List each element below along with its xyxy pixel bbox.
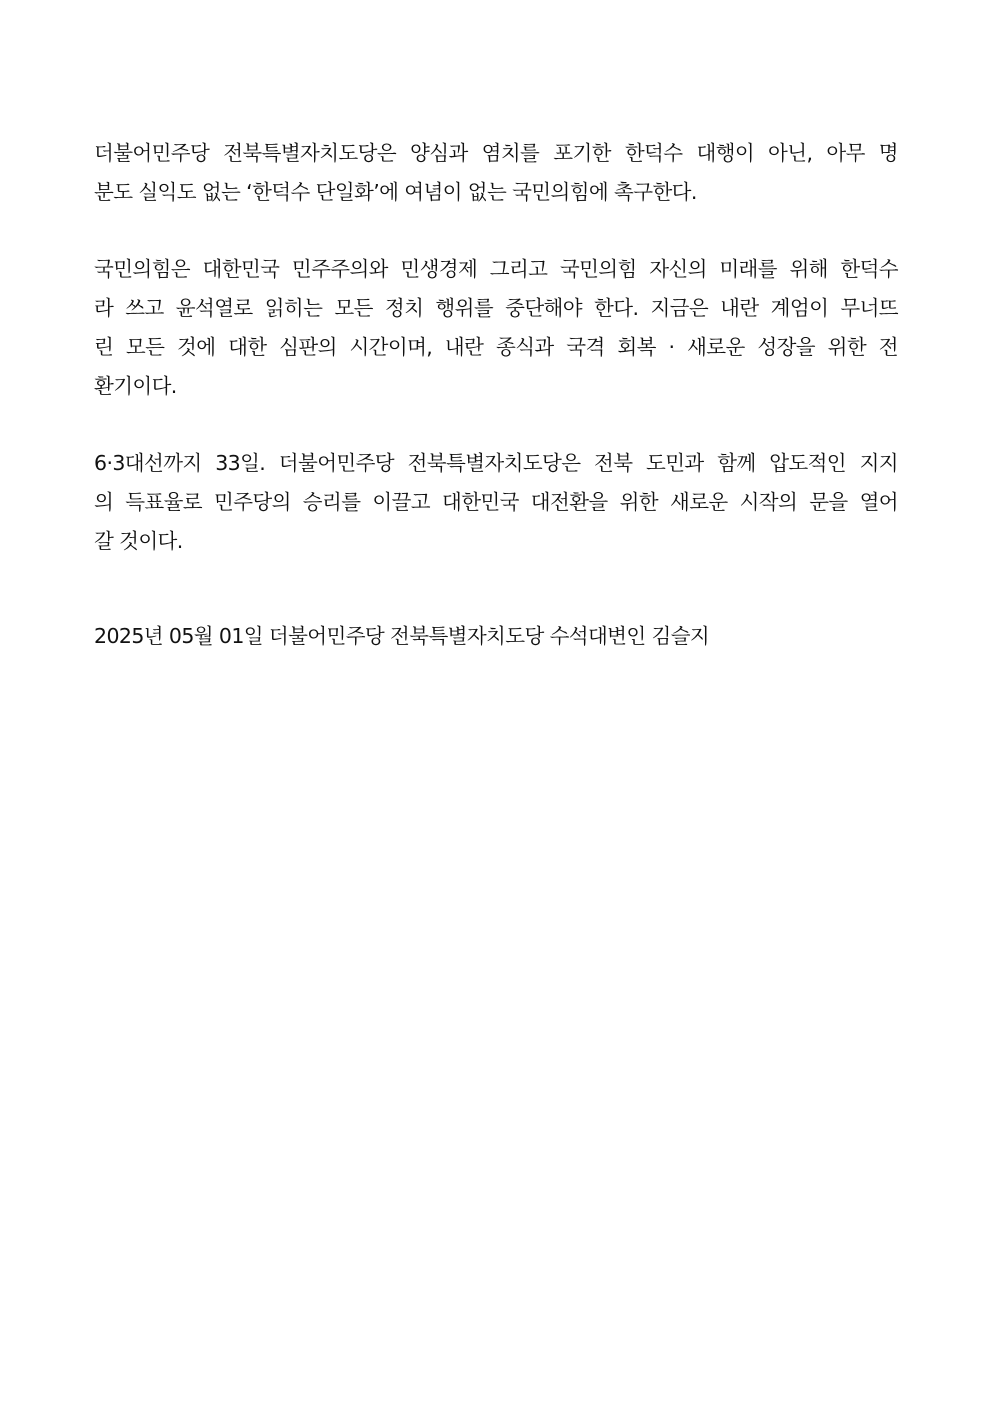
paragraph-2 — [94, 250, 898, 406]
paragraph-3 — [94, 444, 898, 561]
paragraph-line: 라 쓰고 윤석열로 읽히는 모든 정치 행위를 중단해야 한다. 지금은 내란 계엄이 무너뜨 — [94, 296, 898, 320]
paragraph-line: 국민의힘은 대한민국 민주주의와 민생경제 그리고 국민의힘 자신의 미래를 위해 한덕수 — [94, 257, 898, 281]
paragraph-line: 분도 실익도 없는 ‘한덕수 단일화’에 여념이 없는 국민의힘에 촉구한다. — [94, 180, 697, 204]
paragraph-line: 더불어민주당 전북특별자치도당은 양심과 염치를 포기한 한덕수 대행이 아닌, 아무 명 — [94, 141, 898, 165]
paragraph-line: 환기이다. — [94, 374, 177, 398]
paragraph-1 — [94, 134, 898, 212]
paragraph-line: 6·3대선까지 33일. 더불어민주당 전북특별자치도당은 전북 도민과 함께 압도적인 지지 — [94, 451, 898, 475]
signature-line: 2025년 05월 01일 더불어민주당 전북특별자치도당 수석대변인 김슬지 — [94, 624, 710, 648]
paragraph-line: 의 득표율로 민주당의 승리를 이끌고 대한민국 대전환을 위한 새로운 시작의 문을 열어 — [94, 490, 898, 514]
paragraph-line: 갈 것이다. — [94, 529, 183, 553]
paragraph-line: 린 모든 것에 대한 심판의 시간이며, 내란 종식과 국격 회복 · 새로운 성장을 위한 전 — [94, 335, 898, 359]
document-body — [94, 134, 898, 656]
